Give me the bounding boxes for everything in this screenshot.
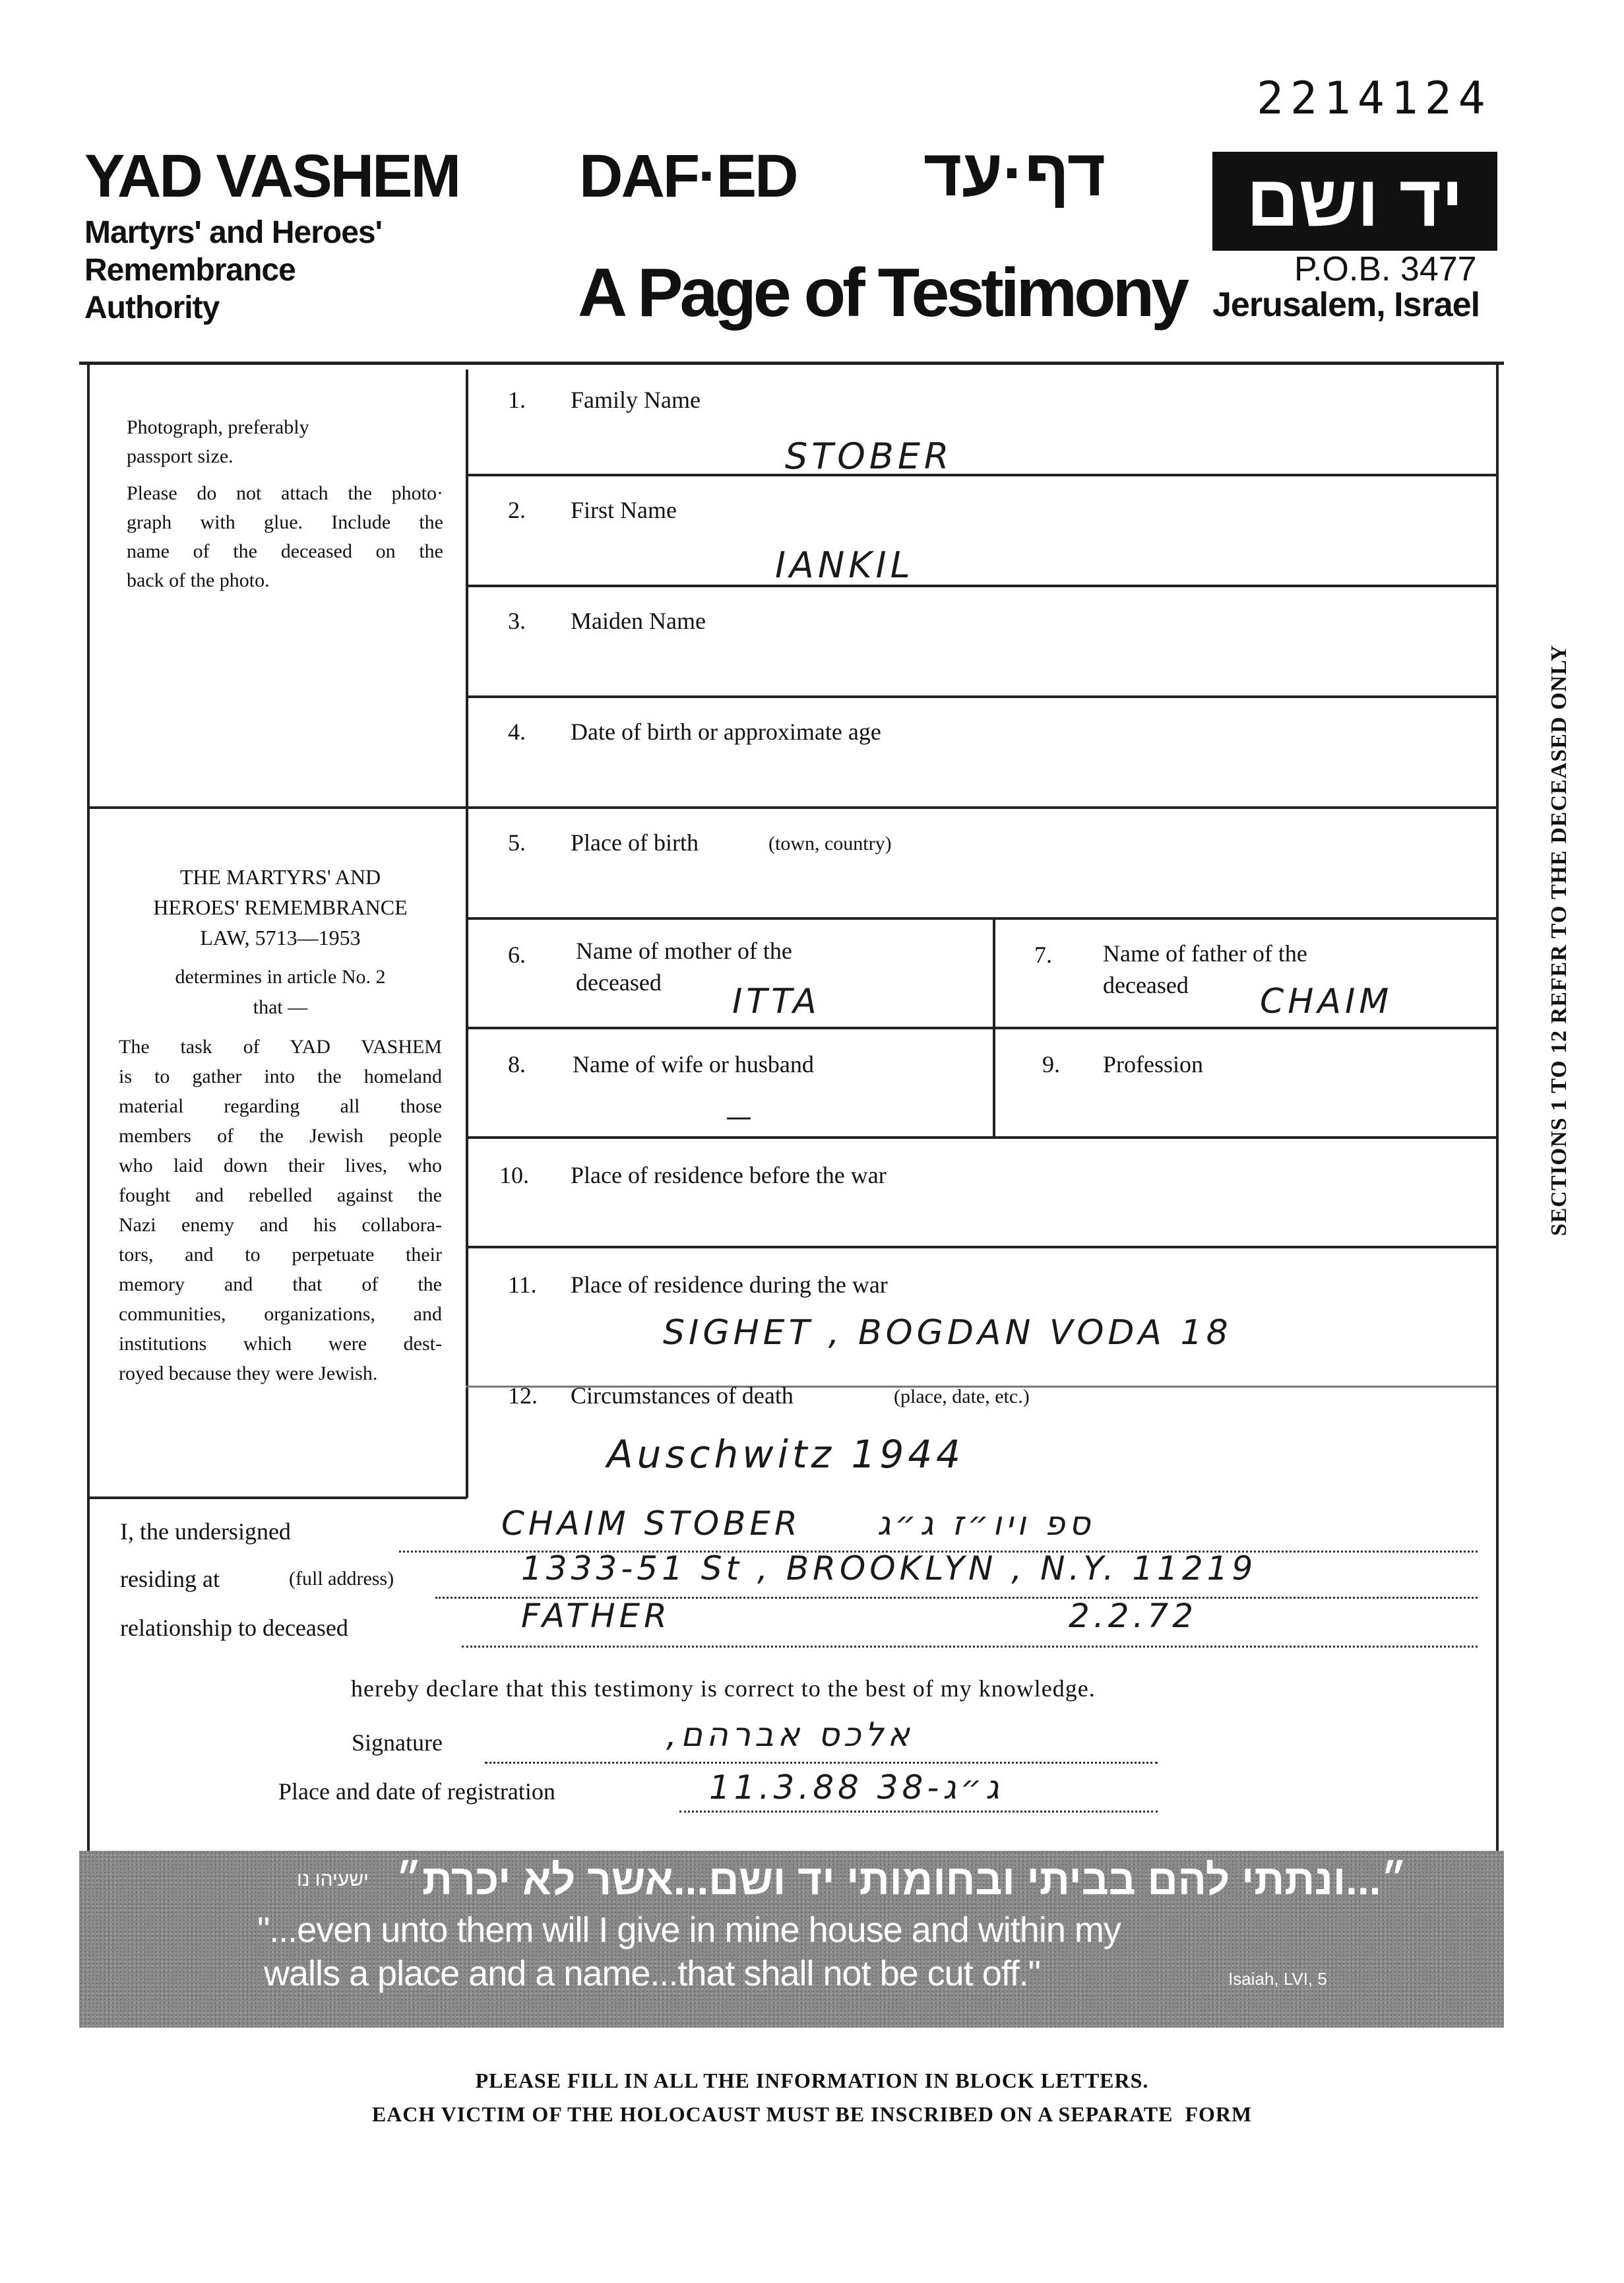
field-7-label-1: Name of father of the [1103,940,1307,967]
rule-7 [466,1136,1496,1139]
field-10-label: Place of residence before the war [571,1162,887,1188]
rule-1 [466,474,1496,476]
relationship-dotted-line [462,1646,1478,1648]
undersigned-hebrew-note: ספ ויו״ז ג״ג [877,1504,1094,1543]
relationship-label: relationship to deceased [120,1615,348,1641]
law-body-line: members of the Jewish people [119,1125,442,1147]
quote-hebrew: ״...ונתתי להם בביתי ובחומותי יד ושם...אשר לא יכרת״ [396,1856,1408,1904]
dafed-hebrew: דף·עד [923,136,1106,210]
rule-2 [466,585,1496,587]
registration-value[interactable]: 11.3.88 ג״ג-38 [709,1768,1003,1807]
law-det-2: that — [253,996,308,1018]
family-name-value[interactable]: STOBER [785,435,953,477]
field-4-label: Date of birth or approximate age [571,719,881,745]
logo-hebrew-text: יד ושם [1246,160,1464,241]
registration-dotted-line [679,1811,1158,1813]
law-body-line: communities, organizations, and [119,1303,442,1325]
field-10-number: 10. [499,1162,529,1188]
page-title: A Page of Testimony [578,255,1187,331]
signature-label: Signature [352,1729,443,1756]
field-8-label: Name of wife or husband [573,1051,814,1077]
relationship-date: 2.2.72 [1069,1597,1198,1635]
field-12-number: 12. [508,1382,538,1409]
field-8-number: 8. [508,1051,526,1077]
rule-8 [466,1246,1496,1248]
field-1-label: Family Name [571,387,701,413]
spouse-name-value[interactable]: — [726,1102,756,1132]
residing-label: residing at [120,1566,220,1592]
residing-value[interactable]: 1333-51 St , BROOKLYN , N.Y. 11219 [521,1549,1257,1588]
field-5-number: 5. [508,829,526,856]
field-1-number: 1. [508,387,526,413]
residing-hint: (full address) [289,1568,394,1590]
rule-6 [466,1027,1496,1029]
quote-reference: Isaiah, LVI, 5 [1228,1969,1327,1989]
frame-top [79,362,1504,365]
field-11-number: 11. [508,1271,537,1298]
split-divider [993,917,995,1136]
field-6-label-2: deceased [576,969,662,996]
field-3-label: Maiden Name [571,608,706,634]
field-9-number: 9. [1042,1051,1060,1077]
column-divider [466,370,468,1498]
photo-line-2: passport size. [127,445,234,467]
photo-p2-line-2: graph with glue. Include the [127,511,443,533]
left-box-bottom [87,1496,467,1499]
footer-line-2: EACH VICTIM OF THE HOLOCAUST MUST BE INSCRIBED ON A SEPARATE FORM [371,2102,1253,2126]
rule-3 [466,695,1496,698]
photo-p2-line-4: back of the photo. [127,569,270,591]
law-det-1: determines in article No. 2 [175,966,386,988]
form-number: 2214124 [1257,73,1492,125]
law-title-1: THE MARTYRS' AND [179,865,381,889]
photo-p2-line-1: Please do not attach the photo· [127,482,443,504]
relationship-value[interactable]: FATHER [521,1597,671,1635]
undersigned-value[interactable]: CHAIM STOBER [501,1504,801,1543]
field-3-number: 3. [508,608,526,634]
field-6-number: 6. [508,942,526,968]
photo-box-instructions [127,413,443,595]
law-body-line: tors, and to perpetuate their [119,1244,442,1266]
law-body-line: The task of YAD VASHEM [119,1036,442,1058]
photo-line-1: Photograph, preferably [127,416,309,438]
registration-label: Place and date of registration [278,1778,555,1805]
signature-value[interactable]: אלכס אברהם, [666,1716,914,1754]
law-body-line: royed because they were Jewish. [119,1363,378,1384]
org-name: YAD VASHEM [84,143,460,210]
frame-left [87,362,90,1866]
field-11-label: Place of residence during the war [571,1271,888,1298]
org-subtitle-2: Remembrance [84,253,296,288]
field-5-label: Place of birth [571,829,699,856]
org-subtitle-1: Martyrs' and Heroes' [84,215,382,250]
field-2-label: First Name [571,497,677,523]
law-title-3: LAW, 5713—1953 [200,926,361,949]
death-circumstances-value[interactable]: Auschwitz 1944 [607,1432,965,1477]
city-address: Jerusalem, Israel [1212,286,1480,324]
dafed-english: DAF·ED [579,143,797,210]
law-body-line: who laid down their lives, who [119,1155,442,1176]
law-body-line: institutions which were dest- [119,1333,442,1355]
footer-line-1: PLEASE FILL IN ALL THE INFORMATION IN BLOCK LETTERS. [475,2069,1149,2092]
rule-5 [466,917,1496,920]
mother-name-value[interactable]: ITTA [732,982,821,1021]
field-5-hint: (town, country) [768,833,892,854]
law-body-line: Nazi enemy and his collabora- [119,1214,442,1236]
field-7-number: 7. [1034,942,1052,968]
frame-right [1496,362,1499,1866]
left-box-divider [87,806,467,809]
law-body-line: fought and rebelled against the [119,1184,442,1206]
father-name-value[interactable]: CHAIM [1260,982,1393,1021]
law-body-line: memory and that of the [119,1273,442,1295]
undersigned-label: I, the undersigned [120,1518,291,1545]
field-9-label: Profession [1103,1051,1203,1077]
signature-dotted-line [485,1762,1158,1764]
law-title-2: HEROES' REMEMBRANCE [153,895,408,919]
quote-line-1: "...even unto them will I give in mine house and within my [257,1910,1121,1950]
rule-4 [466,806,1496,809]
field-12-label: Circumstances of death [571,1382,794,1409]
pob-address: P.O.B. 3477 [1294,250,1477,288]
quote-hebrew-reference: ישעיהו נו [297,1869,369,1890]
field-6-label-1: Name of mother of the [576,938,792,964]
law-body [119,1032,442,1388]
quote-line-2: walls a place and a name...that shall not be cut off." [264,1954,1040,1993]
law-body-line: is to gather into the homeland [119,1066,442,1087]
org-subtitle-3: Authority [84,290,220,325]
law-body-line: material regarding all those [119,1095,442,1117]
field-7-label-2: deceased [1103,972,1189,998]
declaration-text: hereby declare that this testimony is correct to the best of my knowledge. [351,1675,1096,1702]
first-name-value[interactable]: IANKIL [775,544,914,586]
residence-during-war-value[interactable]: SIGHET , BOGDAN VODA 18 [663,1313,1232,1353]
field-4-number: 4. [508,719,526,745]
sections-side-note: SECTIONS 1 TO 12 REFER TO THE DECEASED ONLY [1547,644,1571,1237]
photo-p2-line-3: name of the deceased on the [127,540,443,562]
field-2-number: 2. [508,497,526,523]
field-12-hint: (place, date, etc.) [894,1386,1030,1407]
yad-vashem-logo [1212,152,1497,251]
law-box [119,862,442,1388]
